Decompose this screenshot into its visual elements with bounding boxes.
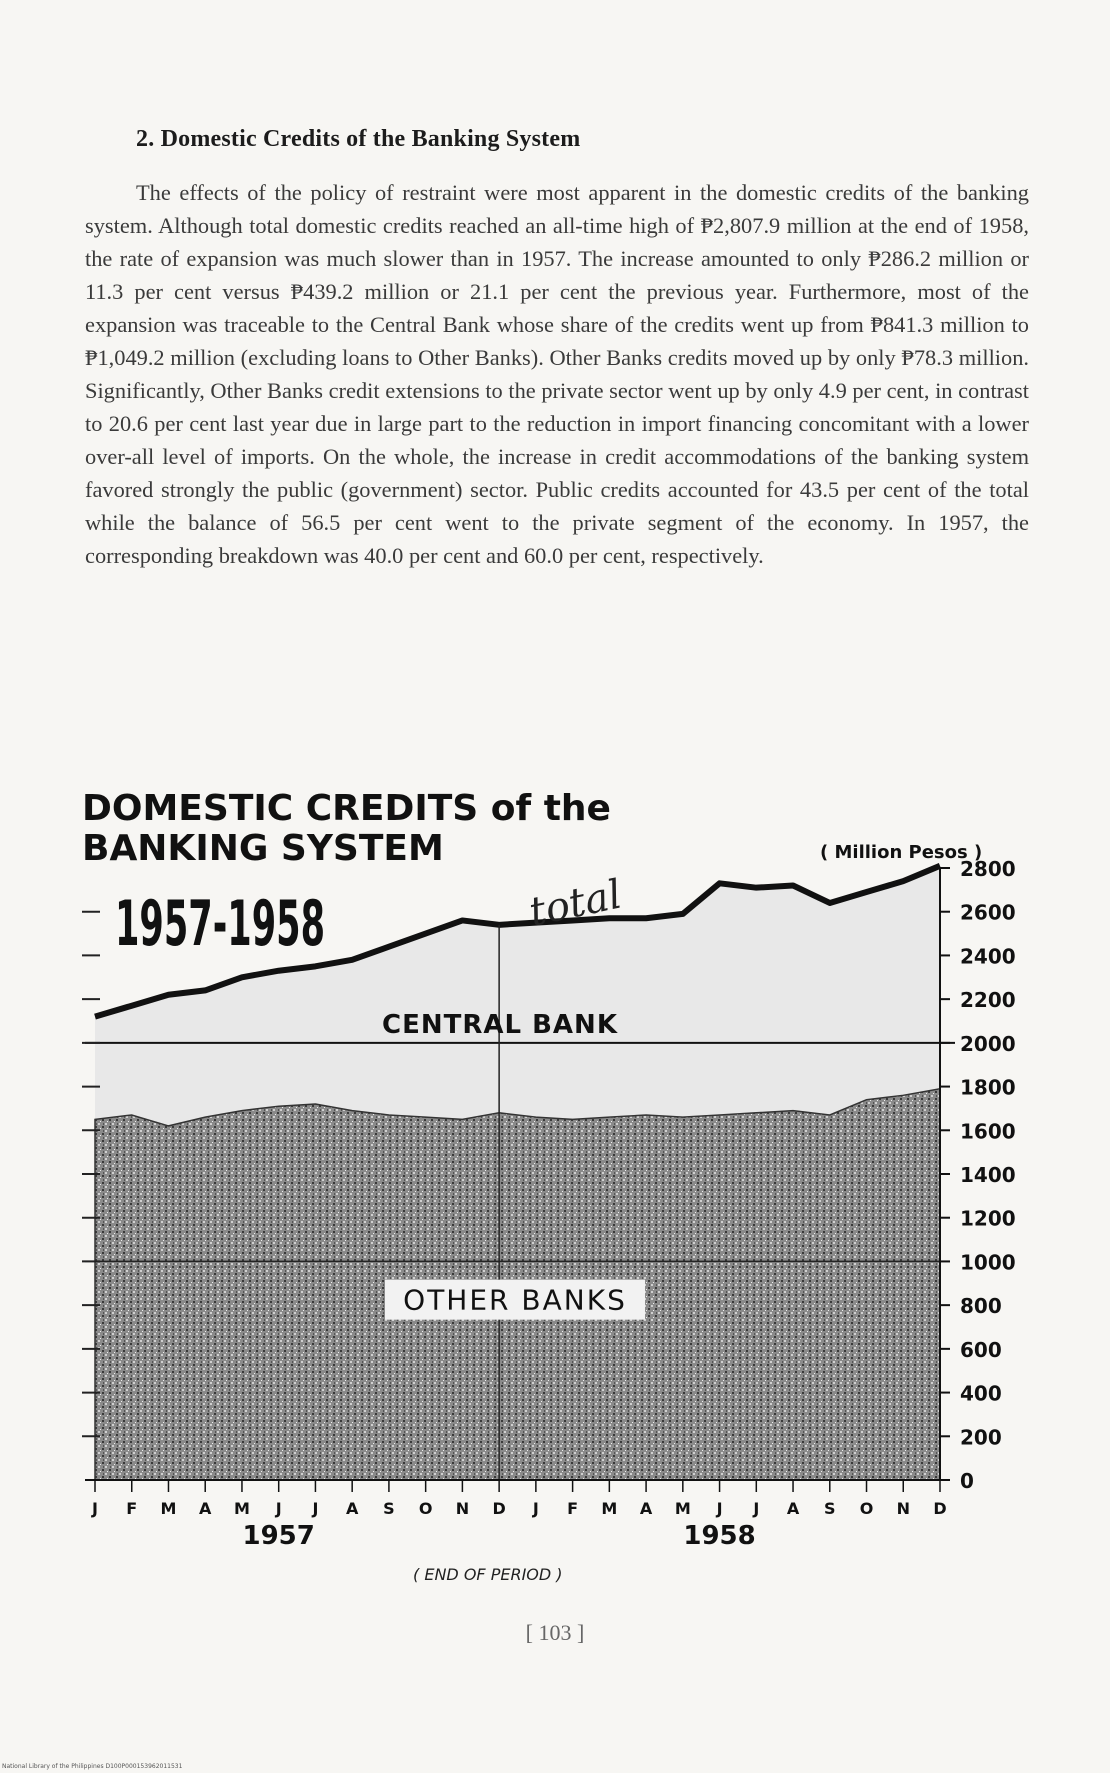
y-tick-label: 2600 [960,900,1016,925]
x-tick-label: S [824,1499,836,1518]
x-tick-label: O [418,1499,433,1518]
y-tick-label: 1600 [960,1119,1016,1144]
credits-chart [0,780,1110,1600]
x-tick-label: N [455,1499,470,1518]
year-label: 1957 [242,1521,315,1551]
y-tick-label: 1400 [960,1163,1016,1187]
x-tick-label: A [199,1499,212,1518]
footer-credit: National Library of the Philippines D100P000153962011531 [2,1763,183,1770]
x-tick-label: M [233,1499,250,1518]
x-axis-title: ( END OF PERIOD ) [413,1565,563,1584]
x-tick-label: M [674,1499,691,1518]
y-tick-label: 0 [960,1469,974,1493]
y-tick-label: 2800 [960,857,1016,881]
x-tick-label: M [601,1499,618,1518]
x-tick-label: D [933,1499,947,1518]
body-paragraph: The effects of the policy of restraint were most apparent in the domestic credits of the banking system. Although total domestic credits reached an all-time high of ₱2,807.9 million at the end of 1958, the rate of expansion was much slower than in 1957. The increase amounted to only ₱286.2 million or 11.3 per cent versus ₱439.2 million or 21.1 per cent the previous year. Furthermore, most of the expansion was traceable to the Central Bank whose share of the credits went up from ₱841.3 million to ₱1,049.2 million (excluding loans to Other Banks). Other Banks credits moved up by only ₱78.3 million. Significantly, Other Banks credit extensions to the private sector went up by only 4.9 per cent, in contrast to 20.6 per cent last year due in large part to the reduction in import financing concomitant with a lower over-all level of imports. On the whole, the increase in credit accommodations of the banking system favored strongly the public (government) sector. Public credits accounted for 43.5 per cent of the total while the balance of 56.5 per cent went to the private segment of the economy. In 1957, the corresponding breakdown was 40.0 per cent and 60.0 per cent, respectively. [85,180,1029,568]
x-tick-label: F [567,1499,579,1518]
y-tick-label: 2200 [960,988,1016,1013]
other-banks-label: OTHER BANKS [403,1283,627,1317]
chart-title-line2: BANKING SYSTEM [82,828,444,869]
chart-title-line1: DOMESTIC CREDITS of the [82,788,611,829]
y-tick-label: 1200 [960,1206,1016,1231]
x-tick-label: J [716,1499,723,1518]
total-annotation: total [525,871,626,936]
credits-chart-svg [0,780,1110,1600]
y-tick-label: 600 [960,1337,1002,1362]
x-tick-label: J [92,1499,98,1518]
chart-period: 1957-1958 [115,887,325,960]
y-tick-label: 1000 [960,1250,1016,1275]
x-tick-label: A [786,1499,800,1518]
y-tick-label: 2000 [960,1031,1016,1056]
x-tick-label: F [126,1499,138,1518]
x-tick-label: A [639,1499,653,1518]
x-tick-label: D [492,1499,506,1518]
y-tick-label: 1800 [960,1075,1016,1100]
x-tick-label: J [312,1499,319,1518]
x-tick-label: J [275,1499,282,1518]
section-heading: 2. Domestic Credits of the Banking System [136,126,581,152]
x-tick-label: A [345,1499,359,1518]
x-tick-label: J [532,1499,539,1518]
y-tick-label: 2400 [960,944,1016,969]
unit-label: ( Million Pesos ) [820,842,983,863]
central-bank-label: CENTRAL BANK [382,1009,618,1040]
x-tick-label: N [896,1499,910,1518]
x-tick-label: S [383,1499,395,1518]
x-tick-label: J [753,1499,760,1518]
year-label: 1958 [683,1521,756,1551]
page-number: [ 103 ] [525,1620,585,1645]
y-tick-label: 800 [960,1294,1002,1319]
x-tick-label: M [160,1499,177,1518]
x-tick-label: O [859,1499,874,1518]
y-tick-label: 400 [960,1381,1002,1406]
y-tick-label: 200 [960,1425,1002,1450]
